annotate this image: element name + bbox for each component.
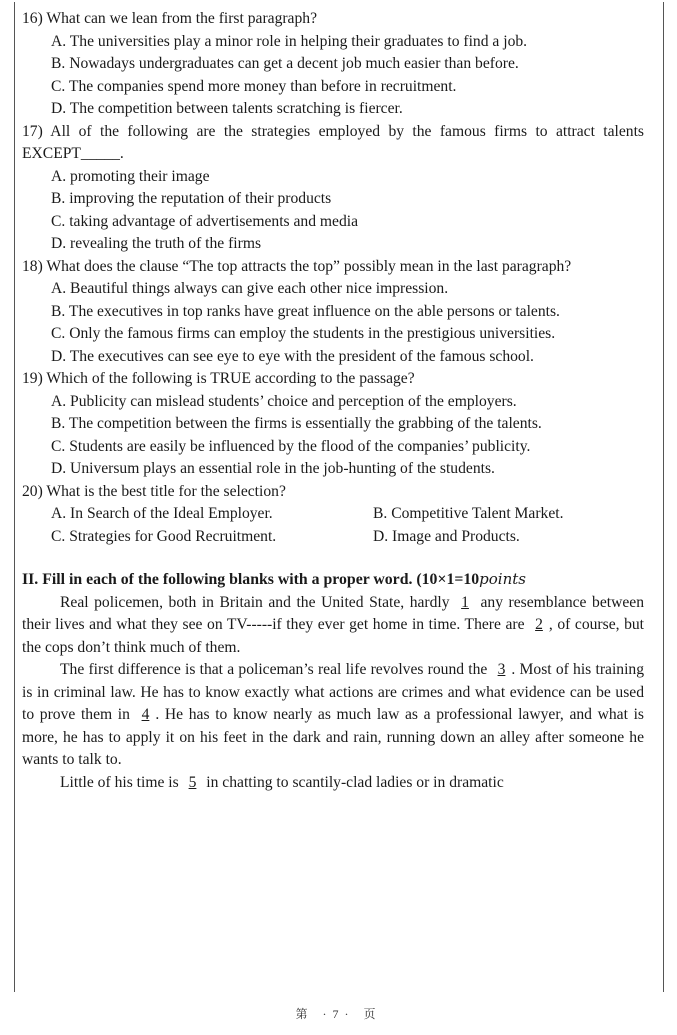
option-c: C. The companies spend more money than before in recruitment. xyxy=(51,77,457,95)
passage-text: . Most of his training is in criminal law. He has to know exactly what actions are crimes and what evidence can be used to prove them in xyxy=(22,661,644,723)
option-b: B. The competition between the firms is essentially the grabbing of the talents. xyxy=(51,415,542,432)
blank-3: 3 xyxy=(497,661,506,678)
option-d: D. Universum plays an essential role in the job-hunting of the students. xyxy=(51,460,495,477)
question-16 xyxy=(22,8,644,121)
option-a: A. Publicity can mislead students’ choice and perception of the employers. xyxy=(51,392,517,410)
passage-text: . He has to know nearly as much law as a professional lawyer, and what is more, he has to apply it on his feet in the dark and rain, running down an alley after someone he wants to talk to. xyxy=(22,706,644,768)
option-c: C. Only the famous firms can employ the students in the prestigious universities. xyxy=(51,325,556,342)
handwritten-note: points xyxy=(479,570,526,588)
option-b: B. Competitive Talent Market. xyxy=(373,505,564,522)
option-b: B. The executives in top ranks have great influence on the able persons or talents. xyxy=(51,302,560,320)
passage-paragraph xyxy=(22,592,644,660)
option-c: C. taking advantage of advertisements and media xyxy=(51,212,359,230)
question-stem: 18) What does the clause “The top attracts the top” possibly mean in the last paragraph? xyxy=(22,257,572,275)
passage-text: Little of his time is xyxy=(60,773,183,791)
option-c: C. Students are easily be influenced by the flood of the companies’ publicity. xyxy=(51,437,531,455)
blank-4: 4 xyxy=(141,706,150,723)
passage-text: in chatting to scantily-clad ladies or in dramatic xyxy=(202,773,504,791)
section-heading-text: II. Fill in each of the following blanks with a proper word. (10×1=10 xyxy=(22,571,480,588)
page-number: 第 ·7· 页 xyxy=(295,1007,382,1021)
question-17 xyxy=(22,121,644,256)
passage-text: The first difference is that a policeman’s real life revolves round the xyxy=(60,661,492,678)
option-b: B. improving the reputation of their products xyxy=(51,190,332,207)
option-a: A. The universities play a minor role in helping their graduates to find a job. xyxy=(51,32,528,50)
option-b: B. Nowadays undergraduates can get a decent job much easier than before. xyxy=(51,55,519,72)
question-20 xyxy=(22,481,644,549)
passage-text: Real policemen, both in Britain and the United State, hardly xyxy=(60,593,456,611)
question-stem: 17) All of the following are the strategies employed by the famous firms to attract talents EXCEPT_____. xyxy=(22,122,644,162)
question-19 xyxy=(22,368,644,481)
section-heading xyxy=(22,568,644,592)
passage-text: , of course, but the cops don’t think much of them. xyxy=(22,616,645,656)
option-row xyxy=(22,503,644,526)
option-d: D. revealing the truth of the firms xyxy=(51,235,262,252)
option-d: D. The executives can see eye to eye with the president of the famous school. xyxy=(51,347,534,365)
option-a: A. In Search of the Ideal Employer. xyxy=(51,505,273,522)
page-content xyxy=(22,8,644,794)
blank-2: 2 xyxy=(535,616,543,633)
passage-paragraph xyxy=(22,772,644,795)
question-18 xyxy=(22,256,644,369)
passage-text: any resemblance between their lives and what they see on TV-----if they ever get home in time. There are xyxy=(22,593,644,633)
option-a: A. promoting their image xyxy=(51,167,210,185)
blank-5: 5 xyxy=(188,773,197,791)
option-d: D. The competition between talents scratching is fiercer. xyxy=(51,100,403,117)
passage-paragraph xyxy=(22,659,644,772)
question-stem: 20) What is the best title for the selection? xyxy=(22,482,286,500)
option-row xyxy=(22,526,644,549)
option-a: A. Beautiful things always can give each other nice impression. xyxy=(51,280,449,297)
option-d: D. Image and Products. xyxy=(373,527,520,545)
question-stem: 19) Which of the following is TRUE according to the passage? xyxy=(22,370,415,387)
blank-1: 1 xyxy=(461,593,469,611)
question-stem: 16) What can we lean from the first paragraph? xyxy=(22,10,317,27)
option-c: C. Strategies for Good Recruitment. xyxy=(51,527,277,545)
